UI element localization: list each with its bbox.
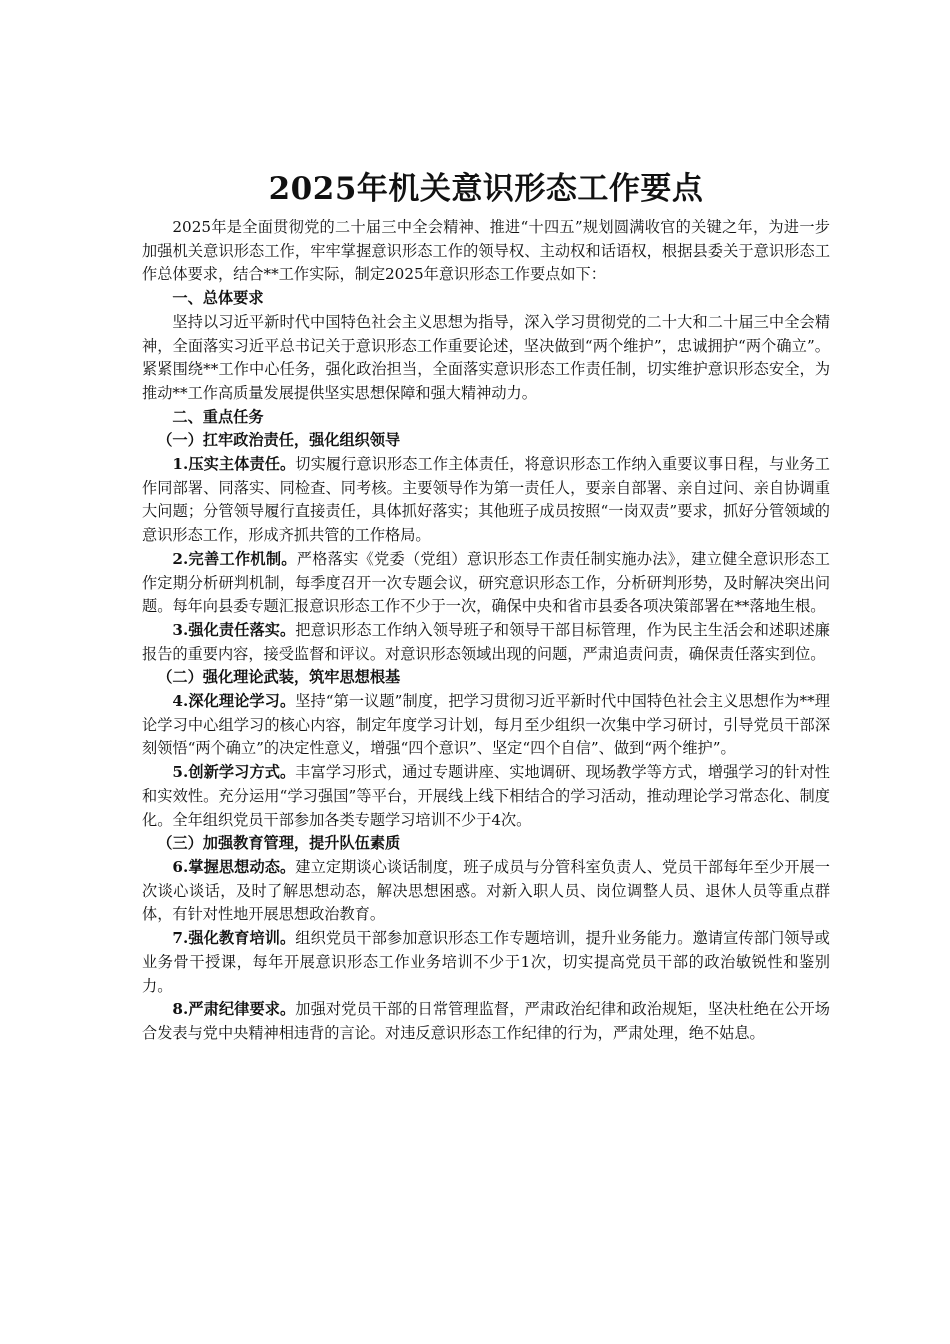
item-1 xyxy=(142,453,830,548)
item-7 xyxy=(142,927,830,998)
item-7-lead: 7.强化教育培训。 xyxy=(172,929,296,948)
item-2-lead: 2.完善工作机制。 xyxy=(172,549,297,568)
item-8-text: 加强对党员干部的日常管理监督，严肃政治纪律和政治规矩，坚决杜绝在公开场合发表与党中央精神相违背的言论。对违反意识形态工作纪律的行为，严肃处理，绝不姑息。 xyxy=(142,1000,830,1042)
item-5 xyxy=(142,761,830,832)
item-3-lead: 3.强化责任落实。 xyxy=(172,620,296,639)
intro-paragraph: 2025年是全面贯彻党的二十届三中全会精神、推进“十四五”规划圆满收官的关键之年，为进一步加强机关意识形态工作，牢牢掌握意识形态工作的领导权、主动权和话语权，根据县委关于意识形态工作总体要求，结合**工作实际，制定2025年意识形态工作要点如下： xyxy=(142,218,830,284)
item-1-text: 切实履行意识形态工作主体责任，将意识形态工作纳入重要议事日程，与业务工作同部署、同落实、同检查、同考核。主要领导作为第一责任人，要亲自部署、亲自过问、亲自协调重大问题；分管领导履行直接责任，具体抓好落实；其他班子成员按照“一岗双责”要求，抓好分管领域的意识形态工作，形成齐抓共管的工作格局。 xyxy=(142,455,830,545)
item-2-text: 严格落实《党委（党组）意识形态工作责任制实施办法》，建立健全意识形态工作定期分析研判机制，每季度召开一次专题会议，研究意识形态工作，分析研判形势，及时解决突出问题。每年向县委专题汇报意识形态工作不少于一次，确保中央和省市县委各项决策部署在**落地生根。 xyxy=(142,549,830,616)
item-8 xyxy=(142,998,830,1045)
item-4-text: 坚持“第一议题”制度，把学习贯彻习近平新时代中国特色社会主义思想作为**理论学习中心组学习的核心内容，制定年度学习计划，每月至少组织一次集中学习研讨，引导党员干部深刻领悟“两个确立”的决定性意义，增强“四个意识”、坚定“四个自信”、做到“两个维护”。 xyxy=(142,692,830,758)
item-5-text: 丰富学习形式，通过专题讲座、实地调研、现场教学等方式，增强学习的针对性和实效性。充分运用“学习强国”等平台，开展线上线下相结合的学习活动，推动理论学习常态化、制度化。全年组织党员干部参加各类专题学习培训不少于4次。 xyxy=(142,763,830,829)
section-1-body: 坚持以习近平新时代中国特色社会主义思想为指导，深入学习贯彻党的二十大和二十届三中全会精神，全面落实习近平总书记关于意识形态工作重要论述，坚决做到“两个维护”，忠诚拥护“两个确立”。紧紧围绕**工作中心任务，强化政治担当，全面落实意识形态工作责任制，切实维护意识形态安全，为推动**工作高质量发展提供坚实思想保障和强大精神动力。 xyxy=(142,312,830,402)
subsection-1-heading: （一）扛牢政治责任，强化组织领导 xyxy=(157,431,401,450)
subsection-3-heading: （三）加强教育管理，提升队伍素质 xyxy=(157,834,401,853)
item-3 xyxy=(142,619,830,666)
section-2-heading: 二、重点任务 xyxy=(172,407,264,426)
item-3-text: 把意识形态工作纳入领导班子和领导干部目标管理，作为民主生活会和述职述廉报告的重要内容，接受监督和评议。对意识形态领域出现的问题，严肃追责问责，确保责任落实到位。 xyxy=(142,620,830,663)
document-title: 2025年机关意识形态工作要点 xyxy=(268,171,704,207)
item-6 xyxy=(142,856,830,927)
item-2 xyxy=(142,548,830,619)
item-6-lead: 6.掌握思想动态。 xyxy=(172,857,296,876)
item-8-lead: 8.严肃纪律要求。 xyxy=(172,1000,296,1019)
item-4 xyxy=(142,690,830,761)
item-4-lead: 4.深化理论学习。 xyxy=(172,692,296,711)
item-1-lead: 1.压实主体责任。 xyxy=(172,455,296,474)
document-page xyxy=(142,168,830,1046)
item-7-text: 组织党员干部参加意识形态工作专题培训，提升业务能力。邀请宣传部门领导或业务骨干授课，每年开展意识形态工作业务培训不少于1次，切实提高党员干部的政治敏锐性和鉴别力。 xyxy=(142,929,830,995)
subsection-2-heading: （二）强化理论武装，筑牢思想根基 xyxy=(157,668,401,687)
item-5-lead: 5.创新学习方式。 xyxy=(172,763,296,782)
item-6-text: 建立定期谈心谈话制度，班子成员与分管科室负责人、党员干部每年至少开展一次谈心谈话，及时了解思想动态，解决思想困惑。对新入职人员、岗位调整人员、退休人员等重点群体，有针对性地开展思想政治教育。 xyxy=(142,857,830,924)
section-1-heading: 一、总体要求 xyxy=(172,289,264,308)
